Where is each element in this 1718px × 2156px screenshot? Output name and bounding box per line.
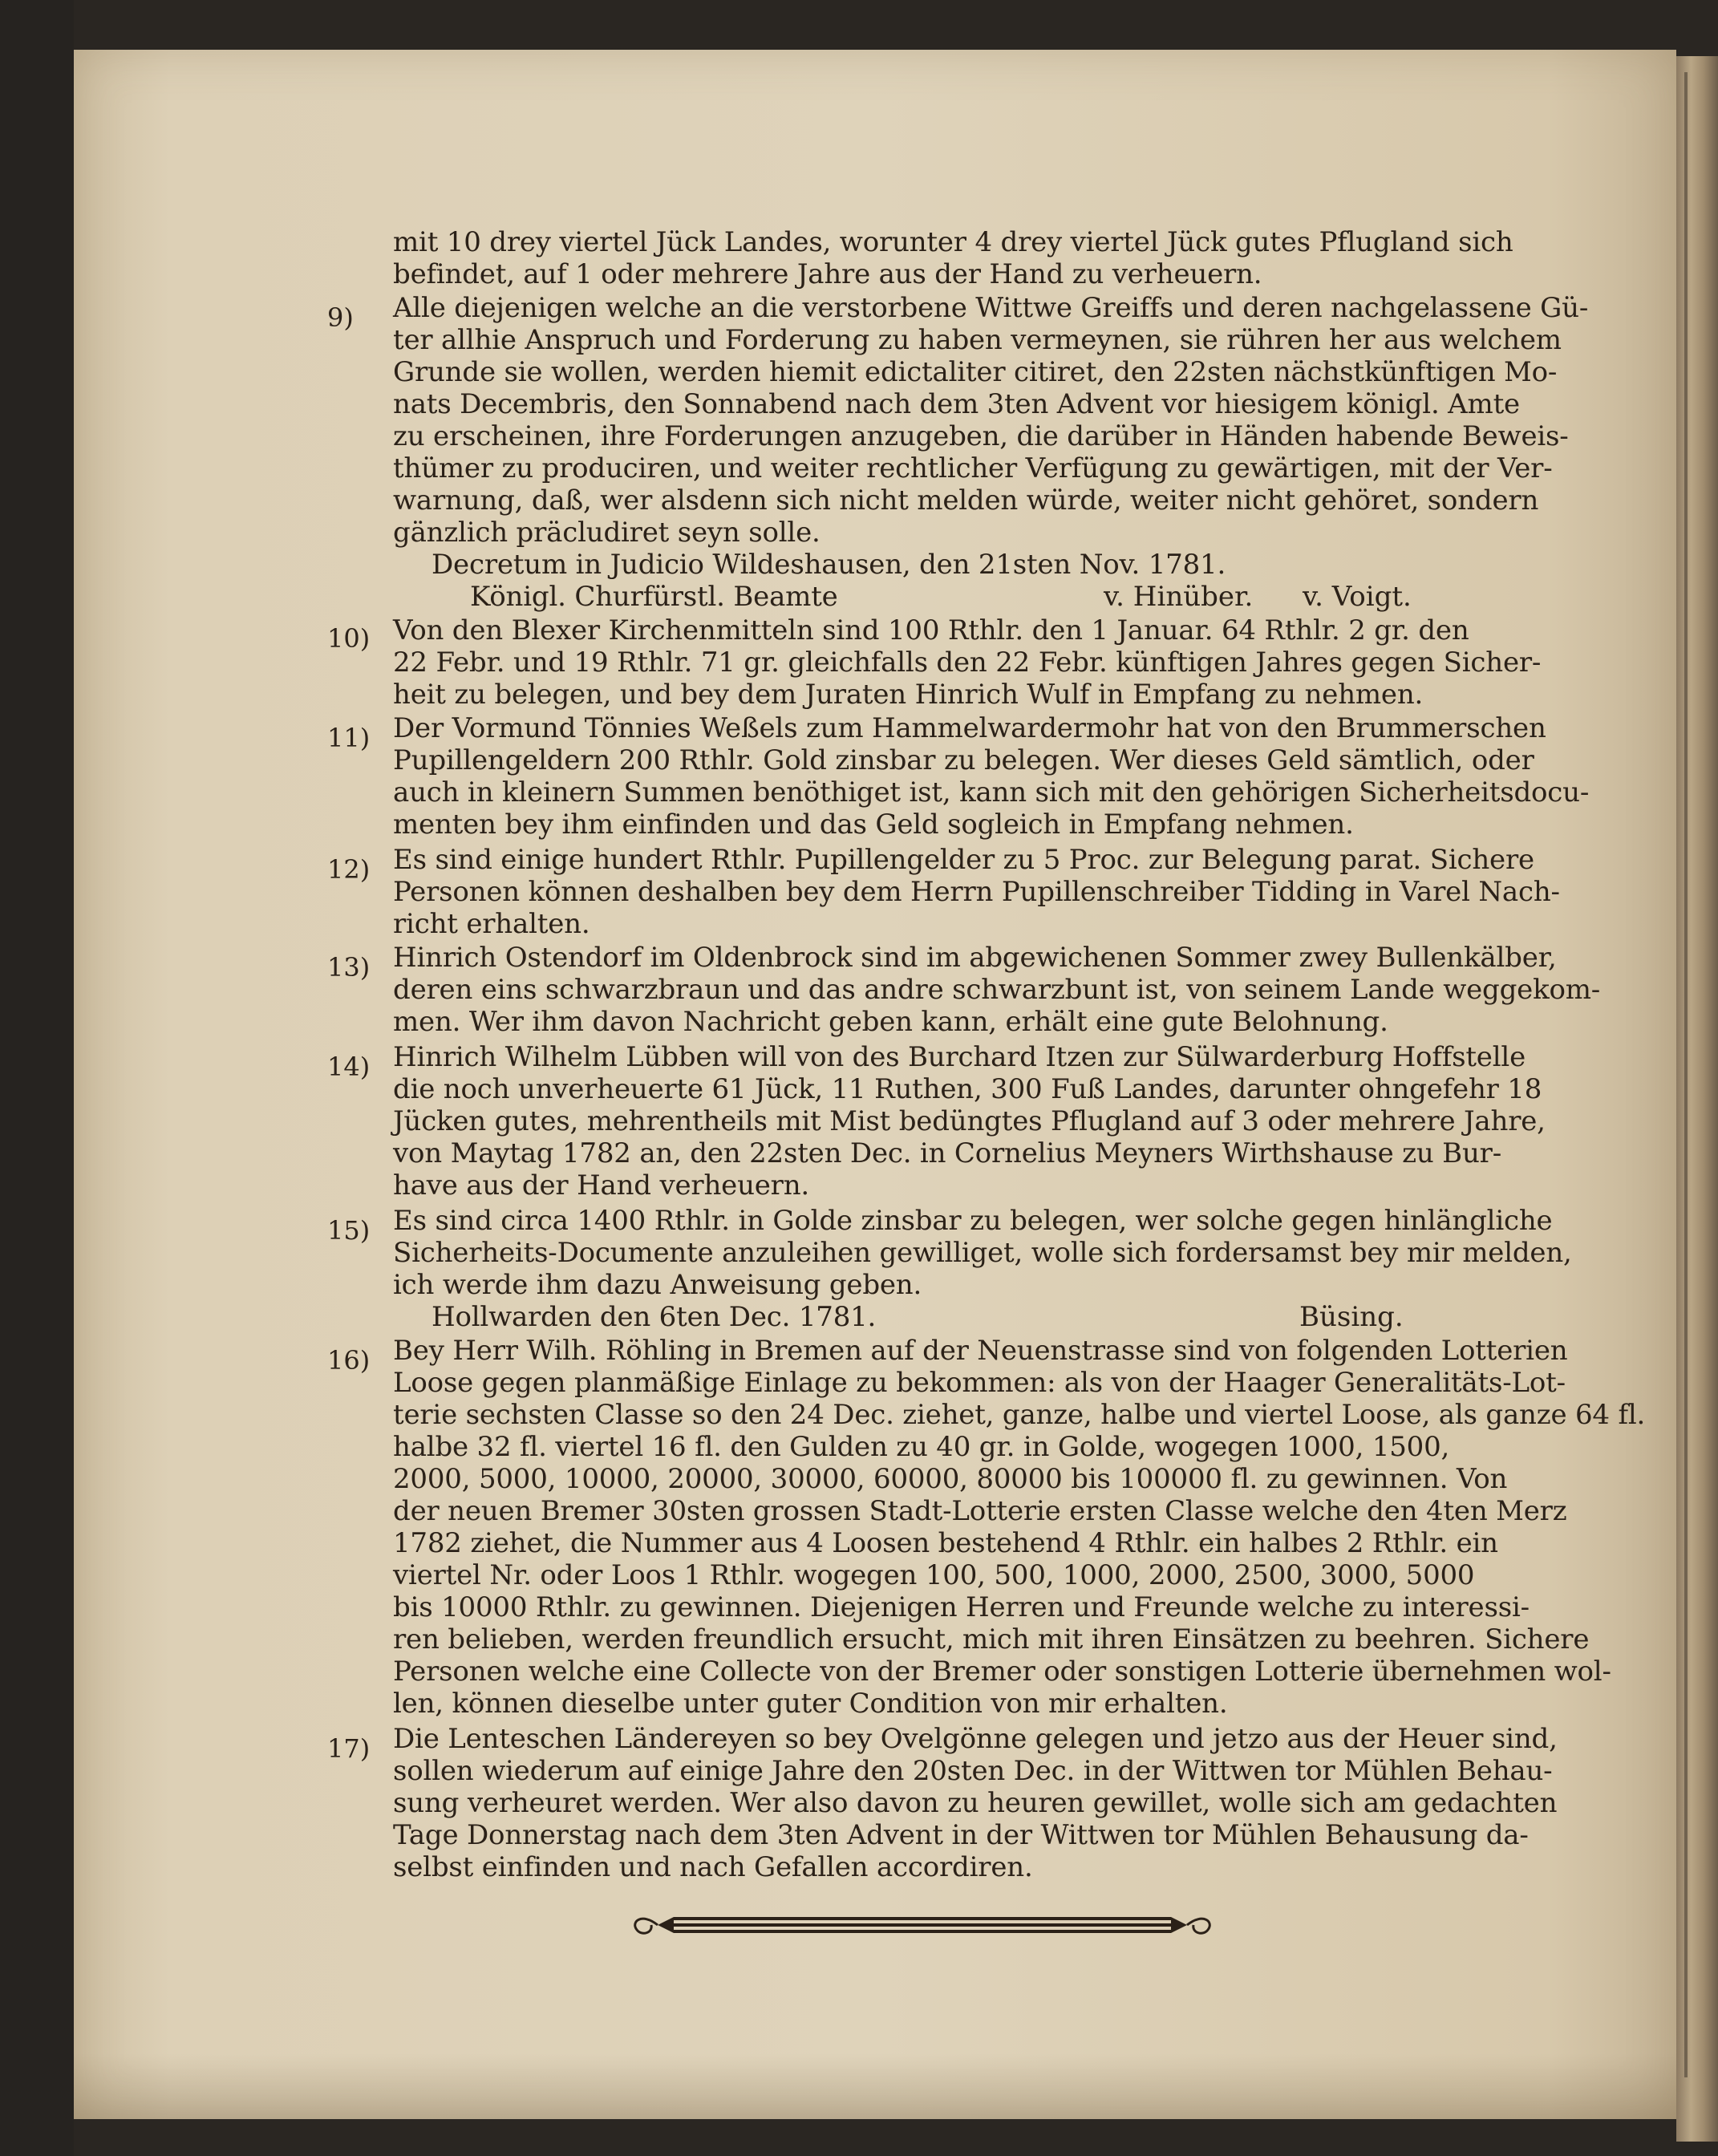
place-date-line: Hollwarden den 6ten Dec. 1781. (432, 1301, 877, 1333)
text-line: Loose gegen planmäßige Einlage zu bekommen: als von der Haager Generalitäts-Lot- (393, 1367, 1566, 1399)
text-line: Hinrich Ostendorf im Oldenbrock sind im abgewichenen Sommer zwey Bullenkälber, (393, 942, 1557, 974)
item-number: 10) (327, 623, 371, 654)
text-line: warnung, daß, wer alsdenn sich nicht melden würde, weiter nicht gehöret, sondern (393, 484, 1539, 517)
item-number: 14) (327, 1052, 371, 1082)
text-line: Es sind circa 1400 Rthlr. in Golde zinsbar zu belegen, wer solche gegen hinlängliche (393, 1205, 1553, 1237)
text-line: men. Wer ihm davon Nachricht geben kann, erhält eine gute Belohnung. (393, 1006, 1388, 1038)
signer-name: Büsing. (1299, 1301, 1404, 1333)
text-line: ren belieben, werden freundlich ersucht, mich mit ihren Einsätzen zu beehren. Sichere (393, 1623, 1590, 1656)
text-line: nats Decembris, den Sonnabend nach dem 3ten Advent vor hiesigem königl. Amte (393, 388, 1520, 420)
decree-line: Decretum in Judicio Wildeshausen, den 21sten Nov. 1781. (432, 549, 1226, 581)
text-line: Es sind einige hundert Rthlr. Pupillengelder zu 5 Proc. zur Belegung parat. Sichere (393, 844, 1534, 876)
text-line: ich werde ihm dazu Anweisung geben. (393, 1269, 922, 1301)
item-number: 17) (327, 1733, 371, 1764)
text-line: Hinrich Wilhelm Lübben will von des Burchard Itzen zur Sülwarderburg Hoffstelle (393, 1041, 1526, 1073)
text-line: der neuen Bremer 30sten grossen Stadt-Lotterie ersten Classe welche den 4ten Merz (393, 1495, 1567, 1527)
text-line: Personen können deshalben bey dem Herrn Pupillenschreiber Tidding in Varel Nach- (393, 876, 1560, 908)
signature-name: v. Hinüber. (1104, 581, 1254, 613)
text-line: Personen welche eine Collecte von der Bremer oder sonstigen Lotterie übernehmen wol- (393, 1656, 1611, 1688)
text-line: Grunde sie wollen, werden hiemit edictaliter citiret, den 22sten nächstkünftigen Mo- (393, 356, 1558, 388)
text-line: 22 Febr. und 19 Rthlr. 71 gr. gleichfalls den 22 Febr. künftigen Jahres gegen Sicher- (393, 646, 1542, 679)
text-line: terie sechsten Classe so den 24 Dec. ziehet, ganze, halbe und viertel Loose, als ganze 64 fl. (393, 1399, 1646, 1431)
text-line: menten bey ihm einfinden und das Geld sogleich in Empfang nehmen. (393, 808, 1354, 841)
text-line: sung verheuret werden. Wer also davon zu heuren gewillet, wolle sich am gedachten (393, 1787, 1558, 1819)
text-line: thümer zu produciren, und weiter rechtlicher Verfügung zu gewärtigen, mit der Ver- (393, 452, 1553, 484)
text-line: von Maytag 1782 an, den 22sten Dec. in Cornelius Meyners Wirthshause zu Bur- (393, 1137, 1502, 1169)
text-line: Tage Donnerstag nach dem 3ten Advent in der Wittwen tor Mühlen Behausung da- (393, 1819, 1529, 1851)
text-line: ter allhie Anspruch und Forderung zu haben vermeynen, sie rühren her aus welchem (393, 324, 1562, 356)
text-line: Die Lenteschen Ländereyen so bey Ovelgönne gelegen und jetzo aus der Heuer sind, (393, 1723, 1558, 1755)
text-line: befindet, auf 1 oder mehrere Jahre aus der Hand zu verheuern. (393, 258, 1262, 290)
text-line: die noch unverheuerte 61 Jück, 11 Ruthen, 300 Fuß Landes, darunter ohngefehr 18 (393, 1073, 1542, 1105)
text-line: auch in kleinern Summen benöthiget ist, kann sich mit den gehörigen Sicherheitsdocu- (393, 776, 1590, 808)
item-number: 9) (327, 302, 354, 333)
signature-name: v. Voigt. (1303, 581, 1412, 613)
text-line: sollen wiederum auf einige Jahre den 20sten Dec. in der Wittwen tor Mühlen Behau- (393, 1755, 1553, 1787)
ornament-divider (626, 1906, 1219, 1944)
text-line: deren eins schwarzbraun und das andre schwarzbunt ist, von seinem Lande weggekom- (393, 974, 1601, 1006)
text-line: viertel Nr. oder Loos 1 Rthlr. wogegen 100, 500, 1000, 2000, 2500, 3000, 5000 (393, 1559, 1475, 1591)
item-number: 12) (327, 854, 371, 885)
text-line: gänzlich präcludiret seyn solle. (393, 517, 821, 549)
text-line: Der Vormund Tönnies Weßels zum Hammelwardermohr hat von den Brummerschen (393, 712, 1546, 744)
text-line: richt erhalten. (393, 908, 590, 940)
item-number: 11) (327, 723, 371, 753)
text-line: zu erscheinen, ihre Forderungen anzugeben, die darüber in Händen habende Beweis- (393, 420, 1569, 452)
item-number: 16) (327, 1345, 371, 1376)
item-number: 15) (327, 1215, 371, 1246)
text-line: Sicherheits-Documente anzuleihen gewilliget, wolle sich fordersamst bey mir melden, (393, 1237, 1572, 1269)
text-line: heit zu belegen, und bey dem Juraten Hinrich Wulf in Empfang zu nehmen. (393, 679, 1424, 711)
text-line: Bey Herr Wilh. Röhling in Bremen auf der Neuenstrasse sind von folgenden Lotterien (393, 1335, 1568, 1367)
text-line: Pupillengeldern 200 Rthlr. Gold zinsbar zu belegen. Wer dieses Geld sämtlich, oder (393, 744, 1534, 776)
text-line: bis 10000 Rthlr. zu gewinnen. Diejenigen Herren und Freunde welche zu interessi- (393, 1591, 1530, 1623)
text-line: mit 10 drey viertel Jück Landes, worunter 4 drey viertel Jück gutes Pflugland sich (393, 226, 1513, 258)
item-number: 13) (327, 952, 371, 983)
text-line: len, können dieselbe unter guter Condition von mir erhalten. (393, 1688, 1228, 1720)
text-line: 2000, 5000, 10000, 20000, 30000, 60000, 80000 bis 100000 fl. zu gewinnen. Von (393, 1463, 1508, 1495)
text-line: have aus der Hand verheuern. (393, 1169, 810, 1202)
signature-office: Königl. Churfürstl. Beamte (470, 581, 838, 613)
text-line: 1782 ziehet, die Nummer aus 4 Loosen bestehend 4 Rthlr. ein halbes 2 Rthlr. ein (393, 1527, 1498, 1559)
text-line: Von den Blexer Kirchenmitteln sind 100 Rthlr. den 1 Januar. 64 Rthlr. 2 gr. den (393, 614, 1469, 646)
text-line: selbst einfinden und nach Gefallen accordiren. (393, 1851, 1033, 1883)
text-line: Alle diejenigen welche an die verstorbene Wittwe Greiffs und deren nachgelassene Gü- (393, 292, 1589, 324)
text-line: halbe 32 fl. viertel 16 fl. den Gulden zu 40 gr. in Golde, wogegen 1000, 1500, (393, 1431, 1450, 1463)
text-line: Jücken gutes, mehrentheils mit Mist bedüngtes Pflugland auf 3 oder mehrere Jahre, (393, 1105, 1546, 1137)
